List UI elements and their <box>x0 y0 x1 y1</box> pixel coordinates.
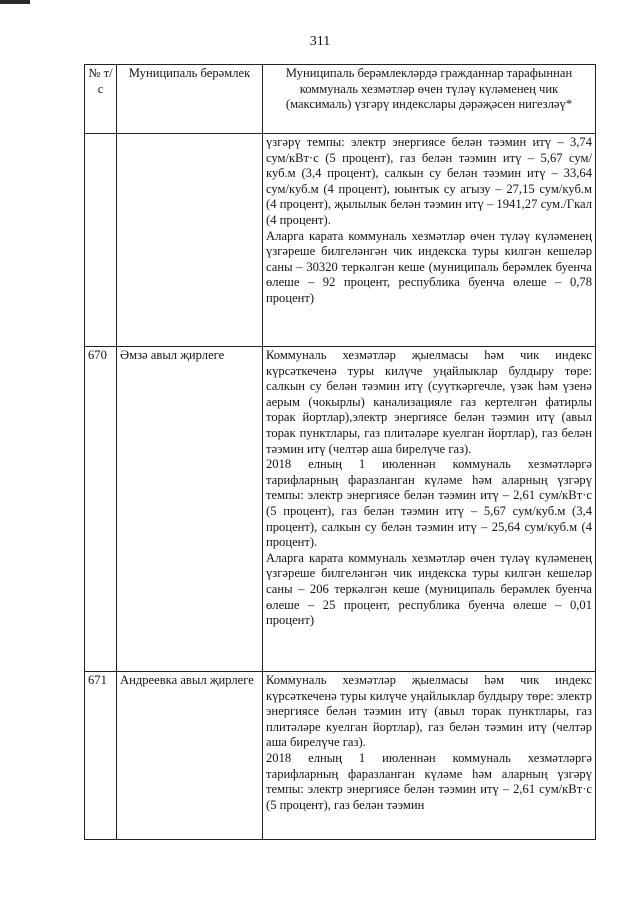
row-number <box>85 134 117 347</box>
paragraph: Аларга карата коммуналь хезмәтләр өчен түләү күләменең үзгәреше билгеләнгән чик индекска туры килгән кешеләр саны – 30320 теркәлгән кеше (муниципаль берәмлек буенча өлеше – 92 процент, республика буенча өлеше – 0,78 процент) <box>266 228 592 305</box>
row-municipality <box>117 134 263 347</box>
table-row <box>85 134 596 347</box>
row-municipality: Әмзә авыл җирлеге <box>117 347 263 672</box>
paragraph: Коммуналь хезмәтләр җыелмасы һәм чик индекс күрсәткеченә туры килүче уңайлыклар булдыру төре: электр энергиясе белән тәэмин итү (авыл торак пунктлары, газ плитәләре куелган йортлар), газ белән тәэмин итү (челтәр аша бирелүче газ). <box>266 673 592 750</box>
table-header-row <box>85 65 596 134</box>
header-number: № т/с <box>85 65 117 134</box>
row-number: 671 <box>85 672 117 840</box>
header-justification: Муниципаль берәмлекләрдә гражданнар тарафыннан коммуналь хезмәтләр өчен түләү күләменең чик (максималь) үзгәрү индекслары дәрәҗәсен нигезләү* <box>263 65 596 134</box>
row-justification <box>263 347 596 672</box>
corner-scan-mark <box>0 0 30 4</box>
table-row <box>85 672 596 840</box>
row-justification <box>263 672 596 840</box>
paragraph: 2018 елның 1 июленнән коммуналь хезмәтләргә тарифларның фаразланган күләме һәм аларның үзгәрү темпы: электр энергиясе белән тәэмин итү – 2,61 сум/кВт·с (5 процент), газ белән тәэмин <box>266 750 592 812</box>
header-municipality: Муниципаль берәмлек <box>117 65 263 134</box>
paragraph: 2018 елның 1 июленнән коммуналь хезмәтләргә тарифларның фаразланган күләме һәм аларның үзгәрү темпы: электр энергиясе белән тәэмин итү – 2,61 сум/кВт·с (5 процент), газ белән тәэмин итү – 5,67 сум/куб.м (3,4 процент), салкын су белән тәэмин итү – 25,64 сум/куб.м (4 процент). <box>266 457 592 550</box>
row-number: 670 <box>85 347 117 672</box>
paragraph: үзгәрү темпы: электр энергиясе белән тәэмин итү – 3,74 сум/кВт·с (5 процент), газ белән тәэмин итү – 5,67 сум/куб.м (3,4 процент), салкын су белән тәэмин итү – 33,64 сум/куб.м (4 процент), юынтык су агызу – 27,15 сум/куб.м (4 процент), җылылык белән тәэмин итү – 1941,27 сум./Гкал (4 процент). <box>266 135 592 227</box>
page-number: 311 <box>309 34 331 49</box>
row-justification <box>263 134 596 347</box>
tariff-table <box>84 64 596 840</box>
paragraph: Аларга карата коммуналь хезмәтләр өчен түләү күләменең үзгәреше билгеләнгән чик индекска туры килгән кешеләр саны – 206 теркәлгән кеше (муниципаль берәмлек буенча өлеше – 25 процент, республика буенча өлеше – 0,01 процент) <box>266 550 592 628</box>
row-municipality: Андреевка авыл җирлеге <box>117 672 263 840</box>
table-row <box>85 347 596 672</box>
paragraph: Коммуналь хезмәтләр җыелмасы һәм чик индекс күрсәткеченә туры килүче уңайлыклар булдыру төре: салкын су белән тәэмин итү (суүткәргечле, үзәк һәм үзенә аерым (чокырлы) канализацияле газ кертелгән фатирлы торак йортлар),электр энергиясе белән тәэмин итү (авыл торак пунктлары, газ плитәләре куелган йортлар), газ белән тәэмин итү (челтәр аша бирелүче газ). <box>266 348 592 456</box>
